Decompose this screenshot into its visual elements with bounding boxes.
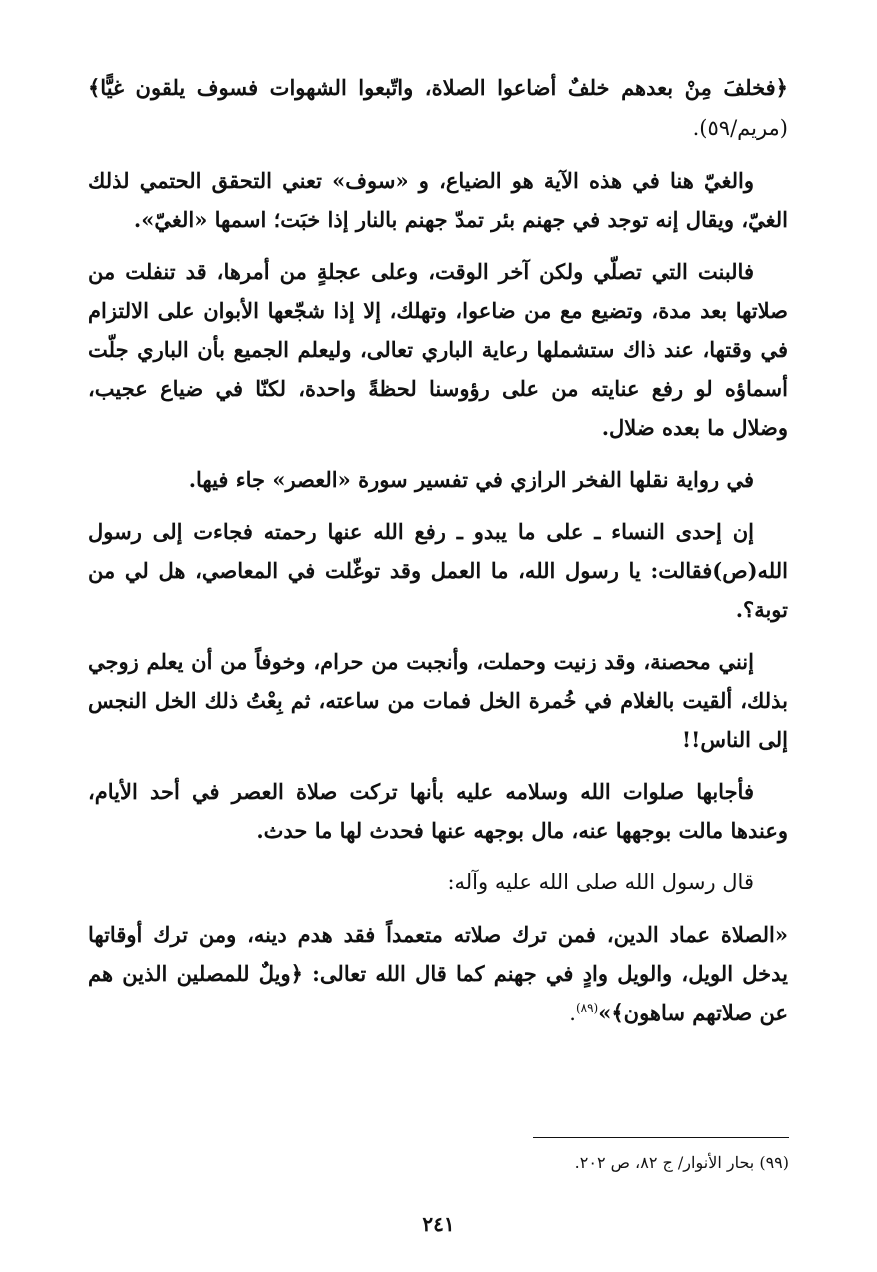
text-segment: إنني محصنة، وقد زنيت وحملت، وأنجبت من حرام، وخوفاً من أن يعلم زوجي بذلك، ألقيت بالغلام في خُمرة الخل فمات من ساعته، ثم بِعْتُ ذلك الخل النجس إلى الناس!!	[88, 649, 788, 752]
page-body	[88, 68, 788, 1046]
text-segment: .	[569, 1001, 576, 1025]
paragraph-p6	[88, 772, 788, 850]
page-number: ٢٤١	[422, 1212, 455, 1236]
text-segment: (مريم/٥٩).	[692, 116, 788, 140]
text-segment: في رواية نقلها الفخر الرازي في تفسير سورة «العصر» جاء فيها.	[188, 467, 754, 492]
footnote: (٩٩) بحار الأنوار/ ج ٨٢، ص ٢٠٢.	[574, 1153, 789, 1172]
paragraph-p4	[88, 512, 788, 629]
paragraph-p1	[88, 161, 788, 239]
footnote-reference: (٨٩)	[575, 1001, 599, 1015]
paragraph-hadith	[88, 915, 788, 1033]
text-segment: إن إحدى النساء ـ على ما يبدو ـ رفع الله عنها رحمته فجاءت إلى رسول الله(ص)فقالت: يا رسول الله، ما العمل وقد توغّلت في المعاصي، هل لي من توبة؟.	[88, 519, 788, 622]
text-segment: فالبنت التي تصلّي ولكن آخر الوقت، وعلى عجلةٍ من أمرها، قد تنفلت من صلاتها بعد مدة، وتضيع مع من ضاعوا، وتهلك، إلا إذا شجّعها الأبوان على الالتزام في وقتها، عند ذاك ستشملها رعاية الباري تعالى، وليعلم الجميع بأن الباري جلّت أسماؤه لو رفع عنايته من على رؤوسنا لحظةً واحدة، لكنّا في ضياع عجيب، وضلال ما بعده ضلال.	[88, 259, 788, 440]
text-segment: والغيّ هنا في هذه الآية هو الضياع، و «سوف» تعني التحقق الحتمي لذلك الغيّ، ويقال إنه توجد في جهنم بئر تمدّ جهنم بالنار إذا خبَت؛ اسمها «الغيّ».	[88, 168, 788, 232]
paragraph-verse	[88, 68, 788, 148]
text-segment: ﴿فخلفَ مِنْ بعدهم خلفٌ أضاعوا الصلاة، واتّبعوا الشهوات فسوف يلقون غيًّا﴾	[88, 75, 788, 100]
text-segment: «الصلاة عماد الدين، فمن ترك صلاته متعمداً فقد هدم دينه، ومن ترك أوقاتها يدخل الويل، والويل وادٍ في جهنم كما قال الله تعالى: ﴿ويلٌ للمصلين الذين هم عن صلاتهم ساهون﴾»	[88, 922, 788, 1025]
text-segment: قال رسول الله صلى الله عليه وآله:	[447, 870, 754, 894]
paragraph-p2	[88, 252, 788, 447]
paragraph-p5	[88, 642, 788, 759]
footnote-separator	[533, 1137, 789, 1138]
text-segment: فأجابها صلوات الله وسلامه عليه بأنها تركت صلاة العصر في أحد الأيام، وعندها مالت بوجهها عنه، مال بوجهه عنها فحدث لها ما حدث.	[88, 779, 788, 843]
paragraph-p3	[88, 460, 788, 499]
paragraph-p7	[88, 863, 788, 902]
